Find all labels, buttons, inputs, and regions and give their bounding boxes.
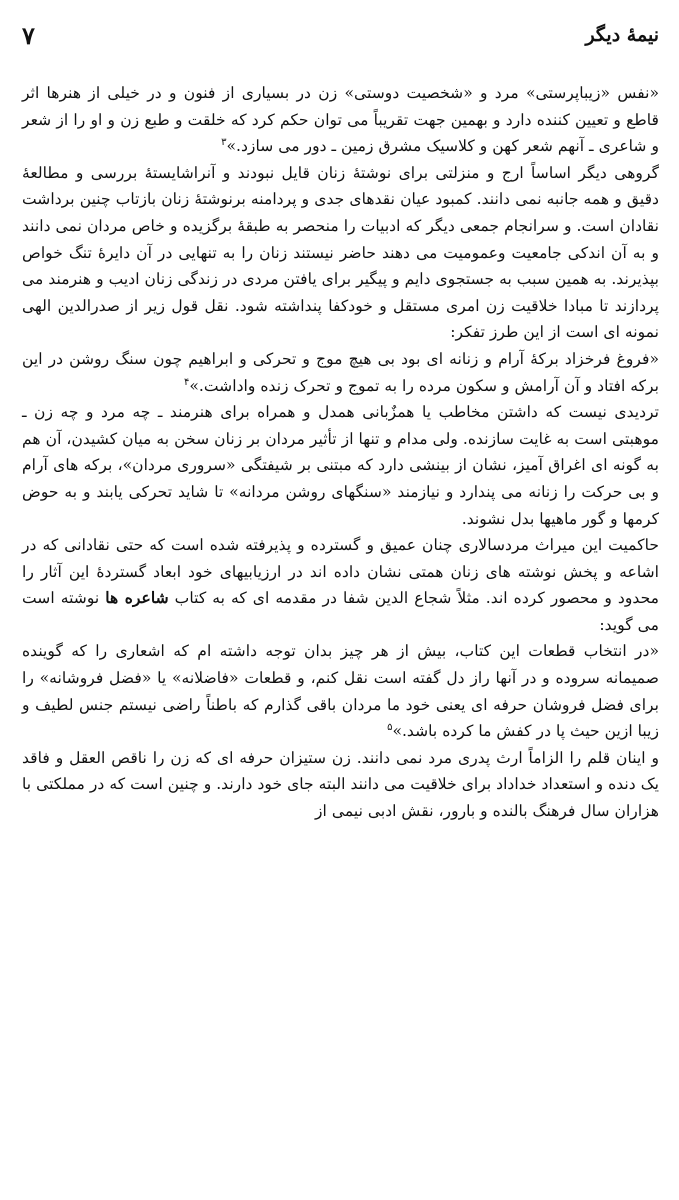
paragraph-text: تردیدی نیست که داشتن مخاطب یا همزٌبانی همدل و همراه برای هنرمند ـ چه مرد و چه زن ـ موهبتی است به غایت سازنده. ولی مدام و تنها از تأثیر مردان بر زنان سخن به میان کشیدن، آن هم به گونه ای اغراق آمیز، نشان از بینشی دارد که مبتنی بر شیفتگی «سروری مردان»، برکه های آرام و بی حرکت را زنانه می پندارد و نیازمند «سنگهای روشن مردانه» تا شاید تحرکی یابند و به حوض کرمها و گور ماهیها بدل نشوند. bbox=[22, 403, 659, 528]
paragraph-4 bbox=[22, 399, 659, 532]
paragraph-6-quote bbox=[22, 638, 659, 744]
paragraph-7 bbox=[22, 745, 659, 825]
paragraph-text: «نفس «زیباپرستی» مرد و «شخصیت دوستی» زن در بسیاری از فنون و در خیلی از هنرها اثر قاطع و تعیین کننده دارد و بهمین جهت تقریباً می توان حکم کرد که خلقت و طبع زن و او را از شعر و شاعری ـ آنهم شعر کهن و کلاسیک مشرق زمین ـ دور می سازد.» bbox=[22, 84, 659, 156]
running-title: نیمهٔ دیگر bbox=[585, 24, 659, 46]
page-number: ۷ bbox=[22, 20, 35, 50]
paragraph-2 bbox=[22, 160, 659, 346]
paragraph-text: «در انتخاب قطعات این کتاب، بیش از هر چیز بدان توجه داشته ام که اشعاری را که گوینده صمیمانه سروده و در آنها راز دل گفته است نقل کنم، و قطعات «فاضلانه» یا «فضل فروشانه» را برای فضل فروشان حرفه ای یعنی خود ما مردان باقی گذارم که باطناً راضی نیستم جنس لطیف و زیبا ازین حیث پا در کفش ما کرده باشد.» bbox=[22, 642, 659, 741]
paragraph-text-after: نوشته است می گوید: bbox=[22, 589, 659, 634]
footnote-marker: ۴ bbox=[184, 376, 190, 388]
body-text bbox=[22, 80, 659, 825]
paragraph-1-quote bbox=[22, 80, 659, 160]
running-head bbox=[22, 14, 659, 56]
paragraph-text: و اینان قلم را الزاماً ارث پدری مرد نمی دانند. زن ستیزان حرفه ای که زن را ناقص العقل و فاقد یک دنده و استعداد خداداد برای خلاقیت می دانند البته جای خود دارند. و چنین است که در مملکتی با هزاران سال فرهنگ بالنده و بارور، نقش ادبی نیمی از bbox=[22, 748, 659, 821]
paragraph-text-before: حاکمیت این میراث مردسالاری چنان عمیق و گسترده و پذیرفته شده است که حتی نقادانی که در اشاعه و پخش نوشته های زنان همتی نشان داده اند در ارزیابیهای خود ابعاد گستردهٔ این آثار را محدود و محصور کرده اند. مثلاً شجاع الدین شفا در مقدمه ای که به کتاب bbox=[22, 536, 659, 608]
paragraph-5 bbox=[22, 532, 659, 638]
paragraph-3-quote bbox=[22, 346, 659, 399]
footnote-marker: ۵ bbox=[387, 722, 393, 734]
paragraph-text: گروهی دیگر اساساً ارج و منزلتی برای نوشتهٔ زنان قایل نبودند و آنراشایستهٔ بررسی و مطالعهٔ دقیق و همه جانبه نمی دانند. کمبود عیان نقدهای جدی و پردامنه برنوشتهٔ زنان بازتاب چنین برداشت نقادان است. و سرانجام جمعی دیگر که ادبیات را منحصر به طبقهٔ برگزیده و خاص مردان نمی دانند و به آن اندکی جامعیت وعمومیت می دهند حاضر نیستند زنان را به تنهایی در آن دایرهٔ تنگ خواص بپذیرند. به همین سبب به جستجوی دایم و پیگیر برای یافتن مردی در زندگی زنان ادیب و هنرمند می پردازند تا مبادا خلاقیت زن امری مستقل و خودکفا پنداشته شود. نقل قول زیر از صدرالدین الهی نمونه ای است از این طرز تفکر: bbox=[22, 163, 659, 342]
footnote-marker: ۳ bbox=[221, 137, 227, 148]
paragraph-text: «فروغ فرخزاد برکهٔ آرام و زنانه ای بود بی هیچ موج و تحرکی و ابراهیم چون سنگ روشن در این برکه افتاد و آن آرامش و سکون مرده را به تموج و تحرک زنده واداشت.» bbox=[22, 349, 659, 395]
book-title: شاعره ها bbox=[105, 588, 169, 608]
